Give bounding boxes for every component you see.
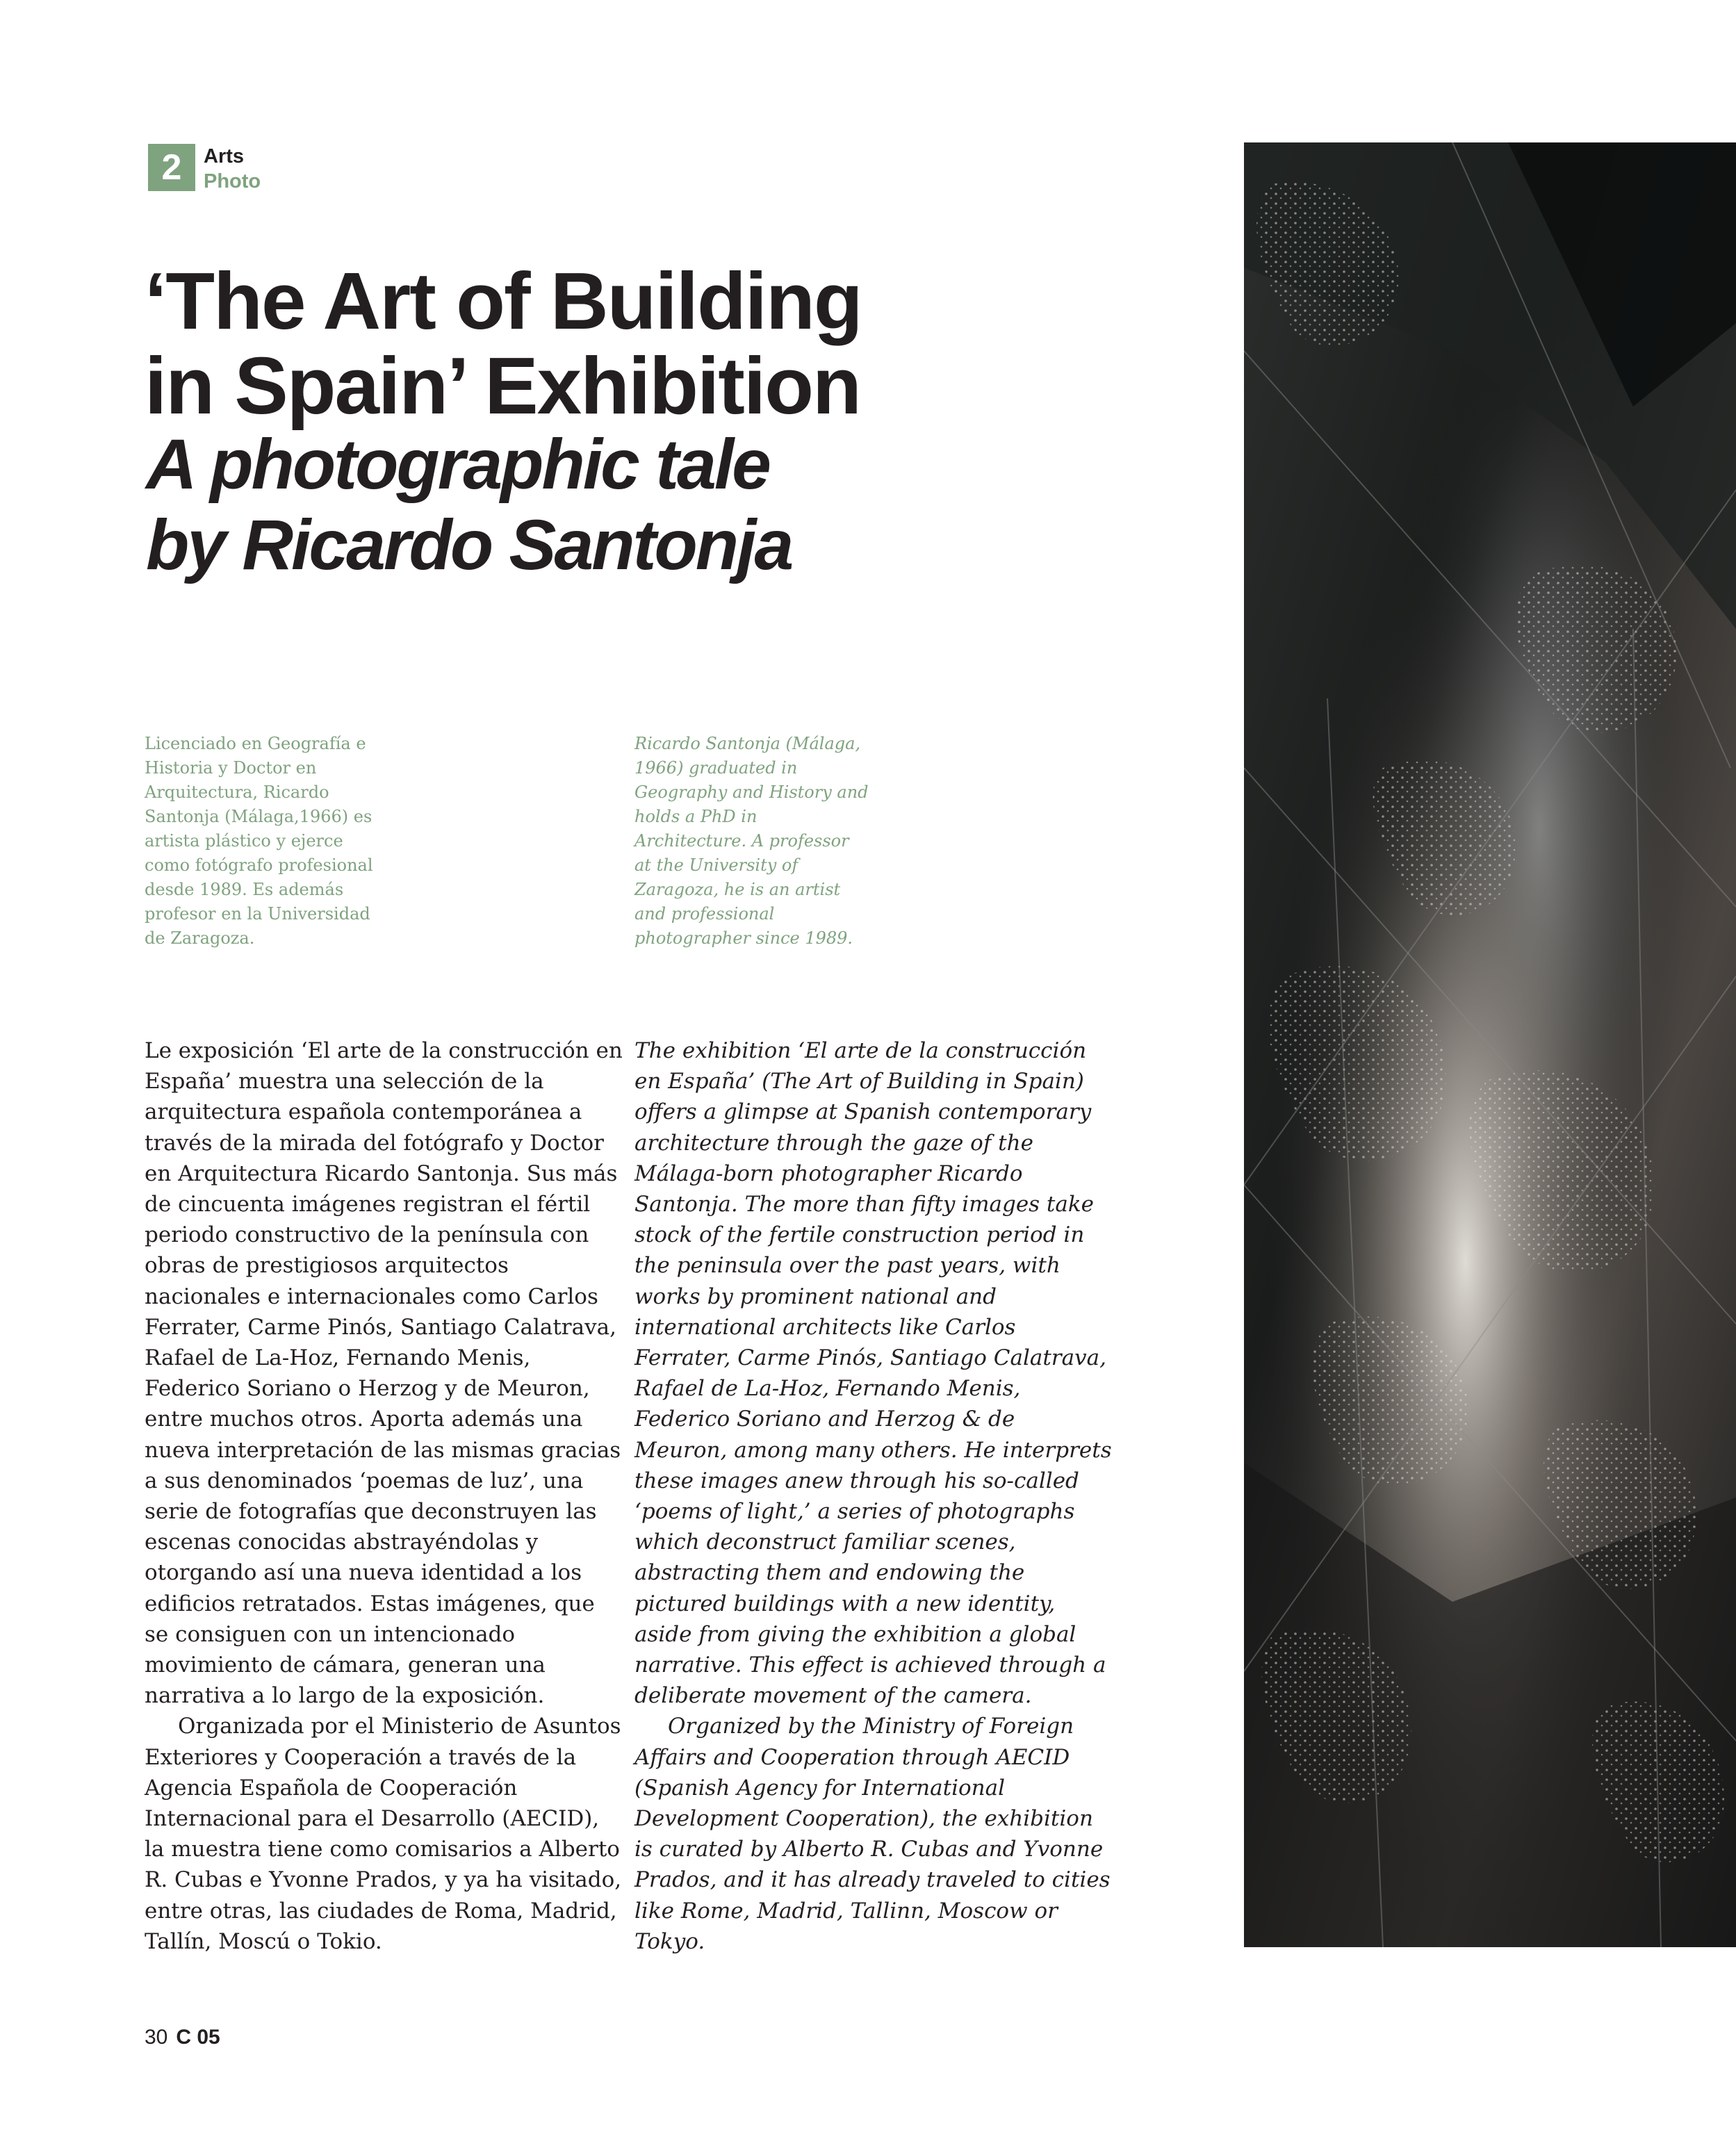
author-bio-english: Ricardo Santonja (Málaga, 1966) graduated in Geography and History and holds a PhD in Architecture. A professor at the University of Zaragoza, he is an artist and professional photographer since 1989. (634, 734, 869, 948)
magazine-issue: C 05 (176, 2026, 220, 2049)
page-number: 30 (145, 2026, 168, 2049)
section-number: 2 (148, 144, 195, 191)
body-paragraph: Le exposición ‘El arte de la construcción en España’ muestra una selección de la arquitectura española contemporánea a través de la mirada del fotógrafo y Doctor en Arquitectura Ricardo Santonja. Sus más de cincuenta imágenes registran el fértil periodo constructivo de la península con obras de prestigiosos arquitectos nacionales e internacionales como Carlos Ferrater, Carme Pinós, Santiago Calatrava, Rafael de La-Hoz, Fernando Menis, Federico Soriano o Herzog y de Meuron, entre muchos otros. Aporta además una nueva interpretación de las mismas gracias a sus denominados ‘poemas de luz’, una serie de fotografías que deconstruyen las escenas conocidas abstrayéndolas y otorgando así una nueva identidad a los edificios retratados. Estas imágenes, que se consiguen con un intencionado movimiento de cámara, generan una narrativa a lo largo de la exposición. (145, 1038, 623, 1709)
page-folio (145, 2026, 220, 2049)
body-paragraph: The exhibition ‘El arte de la construcción en España’ (The Art of Building in Spain) offers a glimpse at Spanish contemporary architecture through the gaze of the Málaga-born photographer Ricardo Santonja. The more than fifty images take stock of the fertile construction period in the peninsula over the past years, with works by prominent national and international architects like Carlos Ferrater, Carme Pinós, Santiago Calatrava, Rafael de La-Hoz, Fernando Menis, Federico Soriano and Herzog & de Meuron, among many others. He interprets these images anew through his so-called ‘poems of light,’ a series of photographs which deconstruct familiar scenes, abstracting them and endowing the pictured buildings with a new identity, aside from giving the exhibition a global narrative. This effect is achieved through a deliberate movement of the camera. (634, 1038, 1112, 1709)
article-headline (145, 256, 1117, 431)
photo-artwork (1244, 142, 1736, 1947)
subhead-line-1: A photographic tale (146, 425, 769, 504)
headline-line-1: ‘The Art of Building (145, 256, 862, 346)
body-column-spanish (145, 1035, 624, 1957)
body-paragraph: Organized by the Ministry of Foreign Affairs and Cooperation through AECID (Spanish Agency for International Development Cooperation), the exhibition is curated by Alberto R. Cubas and Yvonne Prados, and it has already traveled to cities like Rome, Madrid, Tallinn, Moscow or Tokyo. (634, 1714, 1111, 1954)
architecture-photo (1244, 142, 1736, 1947)
body-paragraph: Organizada por el Ministerio de Asuntos Exteriores y Cooperación a través de la Agencia Española de Cooperación Internacional para el Desarrollo (AECID), la muestra tiene como comisarios a Alberto R. Cubas e Yvonne Prados, y ya ha visitado, entre otras, las ciudades de Roma, Madrid, Tallín, Moscú o Tokio. (145, 1714, 622, 1954)
author-bio-spanish: Licenciado en Geografía e Historia y Doctor en Arquitectura, Ricardo Santonja (Málaga,1966) es artista plástico y ejerce como fotógrafo profesional desde 1989. Es además profesor en la Universidad de Zaragoza. (145, 734, 373, 948)
article-subhead (146, 424, 1119, 585)
headline-line-2: in Spain’ Exhibition (145, 341, 860, 431)
section-category: Arts (204, 145, 245, 167)
section-labels (204, 144, 261, 194)
body-column-english (634, 1035, 1114, 1957)
section-tag (148, 144, 261, 194)
subhead-line-2: by Ricardo Santonja (146, 505, 792, 584)
section-subcategory: Photo (204, 170, 261, 192)
